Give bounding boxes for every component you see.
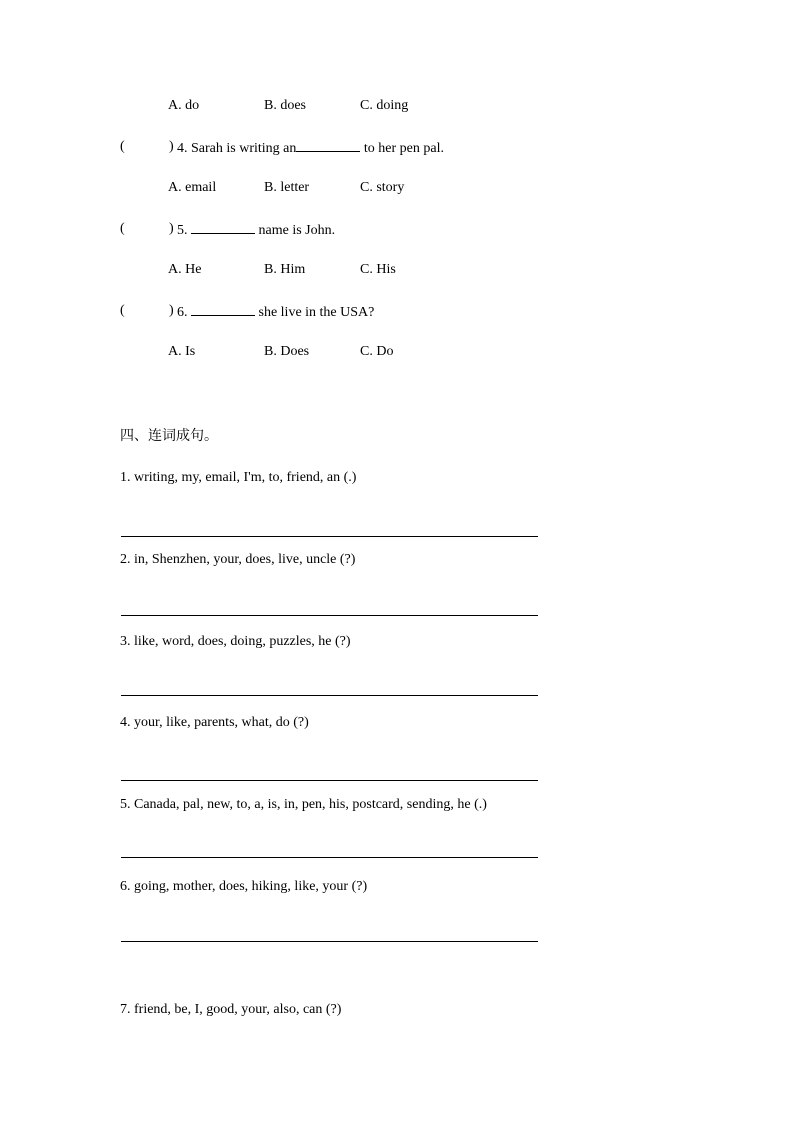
section-heading: 四、连词成句。 xyxy=(120,428,218,444)
answer-line-5[interactable] xyxy=(121,857,538,858)
answer-line-4[interactable] xyxy=(121,780,538,781)
q5-stem-suffix: name is John. xyxy=(255,223,336,238)
q6-option-a: A. Is xyxy=(168,344,196,359)
q5-stem-prefix: 5. xyxy=(177,223,188,238)
q6-answer-paren-open: ( xyxy=(120,303,125,318)
sentence-item-1: 1. writing, my, email, I'm, to, friend, an (.) xyxy=(120,470,357,485)
q5-stem xyxy=(177,221,335,239)
sentence-item-2: 2. in, Shenzhen, your, does, live, uncle (?) xyxy=(120,552,356,567)
q6-stem-suffix: she live in the USA? xyxy=(255,305,375,320)
q3-option-b: B. does xyxy=(264,98,306,113)
q5-option-b: B. Him xyxy=(264,262,306,277)
q4-option-c: C. story xyxy=(360,180,405,195)
q4-answer-paren-close: ) xyxy=(169,139,174,154)
q5-option-c: C. His xyxy=(360,262,396,277)
q6-stem xyxy=(177,303,374,321)
q6-answer-paren-close: ) xyxy=(169,303,174,318)
q4-stem-prefix: 4. Sarah is writing an xyxy=(177,141,297,156)
sentence-item-5: 5. Canada, pal, new, to, a, is, in, pen, his, postcard, sending, he (.) xyxy=(120,797,487,812)
q5-answer-paren-close: ) xyxy=(169,221,174,236)
q3-option-c: C. doing xyxy=(360,98,409,113)
answer-line-2[interactable] xyxy=(121,615,538,616)
q6-option-b: B. Does xyxy=(264,344,310,359)
answer-line-6[interactable] xyxy=(121,941,538,942)
q4-answer-paren-open: ( xyxy=(120,139,125,154)
answer-line-1[interactable] xyxy=(121,536,538,537)
q4-option-a: A. email xyxy=(168,180,217,195)
sentence-item-3: 3. like, word, does, doing, puzzles, he (?) xyxy=(120,634,351,649)
sentence-item-4: 4. your, like, parents, what, do (?) xyxy=(120,715,309,730)
q6-stem-prefix: 6. xyxy=(177,305,188,320)
q3-option-a: A. do xyxy=(168,98,200,113)
sentence-item-6: 6. going, mother, does, hiking, like, your (?) xyxy=(120,879,368,894)
sentence-item-7: 7. friend, be, I, good, your, also, can (?) xyxy=(120,1002,342,1017)
q5-answer-paren-open: ( xyxy=(120,221,125,236)
q5-blank[interactable] xyxy=(191,221,255,234)
q4-option-b: B. letter xyxy=(264,180,310,195)
q4-blank[interactable] xyxy=(296,139,360,152)
answer-line-3[interactable] xyxy=(121,695,538,696)
q6-option-c: C. Do xyxy=(360,344,394,359)
q4-stem xyxy=(177,139,444,157)
q6-blank[interactable] xyxy=(191,303,255,316)
q4-stem-suffix: to her pen pal. xyxy=(360,141,444,156)
q5-option-a: A. He xyxy=(168,262,202,277)
